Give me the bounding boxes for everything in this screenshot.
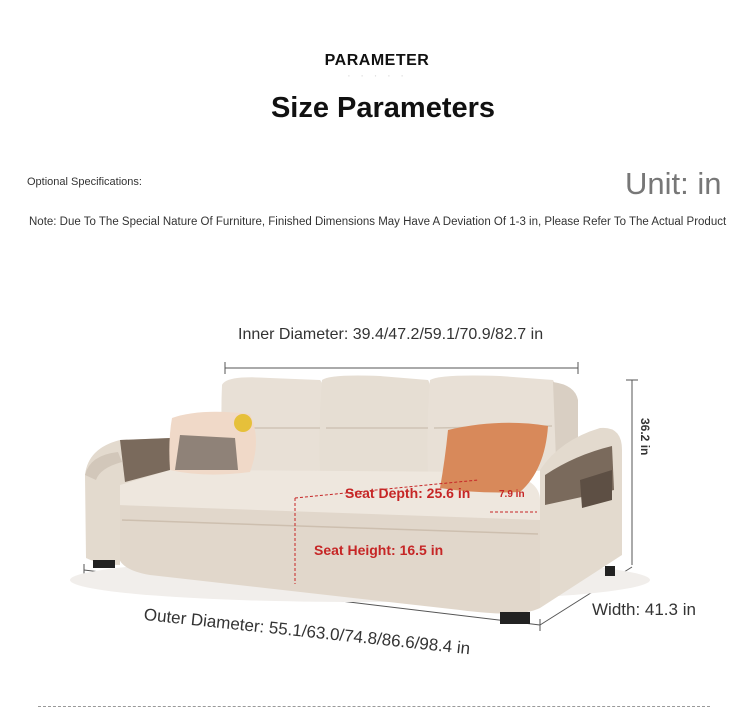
seat-height-label: Seat Height: 16.5 in [314, 542, 444, 558]
seat-depth-label: Seat Depth: 25.6 in [345, 485, 471, 501]
width-label: Width: 41.3 in [592, 600, 696, 619]
inner-diameter-label: Inner Diameter: 39.4/47.2/59.1/70.9/82.7 in [238, 326, 544, 343]
height-label: 36.2 in [638, 418, 652, 456]
inner-diameter-line [225, 362, 578, 374]
eyebrow-watermark: · · · · · [346, 68, 408, 82]
outer-diameter-label: Outer Diameter: 55.1/63.0/74.8/86.6/98.4 in [143, 605, 472, 659]
height-line [626, 380, 638, 565]
unit-label: Unit: in [625, 166, 722, 201]
page-title: Size Parameters [270, 92, 496, 124]
arm-width-label: 7.9 in [499, 489, 525, 500]
bottom-divider [38, 706, 710, 707]
deviation-note: Note: Due To The Special Nature Of Furniture, Finished Dimensions May Have A Deviation Of 1-3 in, Please Refer To The Actual Product [29, 216, 727, 228]
optional-specs-label: Optional Specifications: [27, 176, 142, 188]
section-eyebrow: PARAMETER [324, 52, 430, 69]
